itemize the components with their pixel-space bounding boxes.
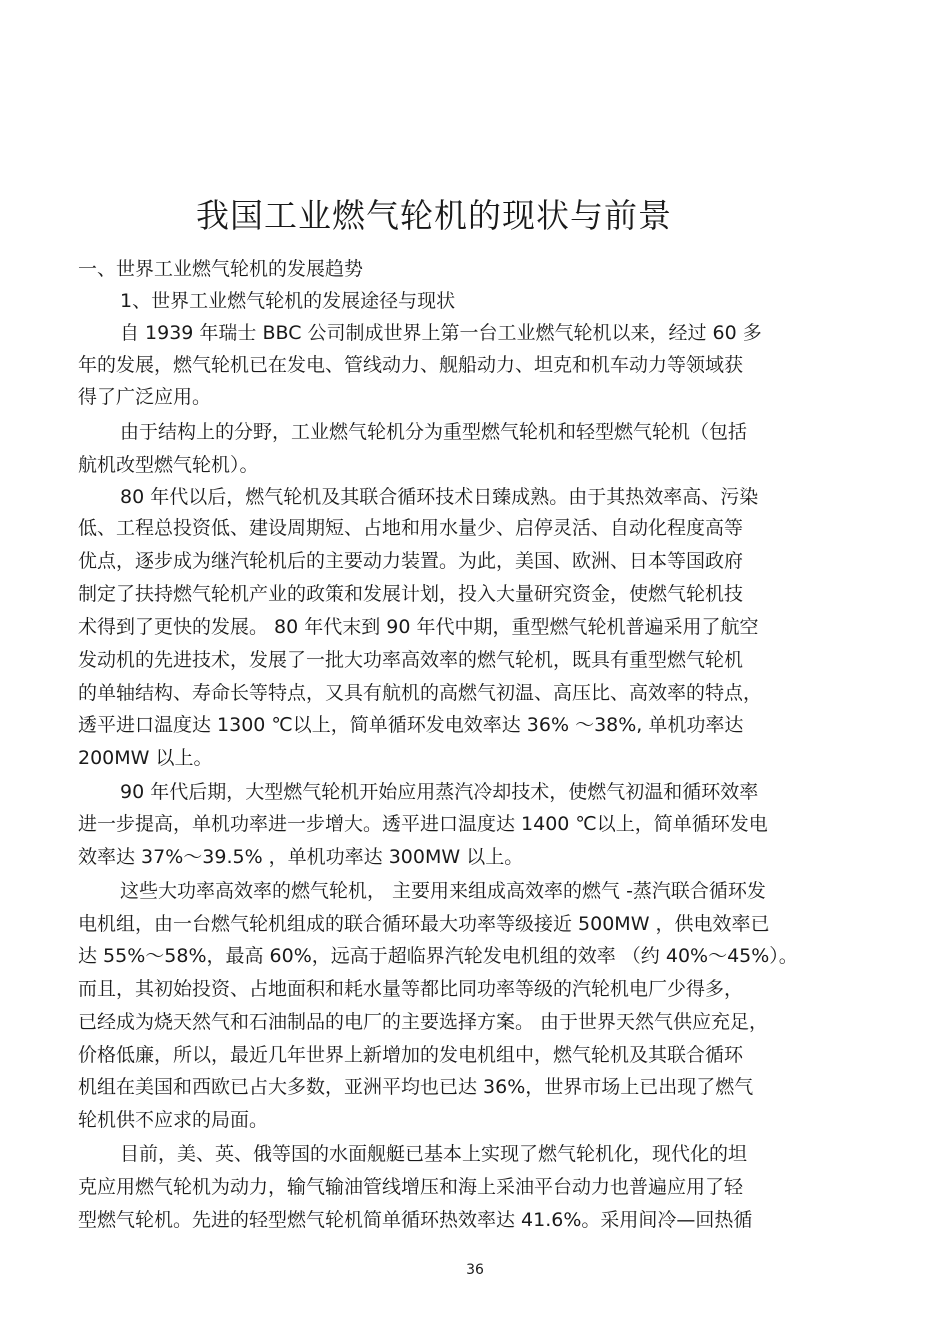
text-line: 这些大功率高效率的燃气轮机， 主要用来组成高效率的燃气 -蒸汽联合循环发 (120, 880, 766, 902)
text-line: 制定了扶持燃气轮机产业的政策和发展计划，投入大量研究资金，使燃气轮机技 (78, 583, 744, 605)
text-line: 电机组，由一台燃气轮机组成的联合循环最大功率等级接近 500MW ，供电效率已 (78, 913, 770, 935)
section-heading: 一、世界工业燃气轮机的发展趋势 (78, 258, 364, 280)
text-line: 年的发展，燃气轮机已在发电、管线动力、舰船动力、坦克和机车动力等领域获 (78, 354, 744, 376)
text-line: 透平进口温度达 1300 ℃以上，简单循环发电效率达 36% ～38%, 单机功率达 (78, 714, 744, 736)
text-line: 型燃气轮机。先进的轻型燃气轮机简单循环热效率达 41.6%。采用间冷—回热循 (78, 1209, 753, 1231)
text-line: 达 55%～58%，最高 60%，远高于超临界汽轮发电机组的效率 （约 40%～45%）。 (78, 945, 798, 967)
text-line: 发动机的先进技术，发展了一批大功率高效率的燃气轮机，既具有重型燃气轮机 (78, 649, 744, 671)
text-line: 得了广泛应用。 (78, 386, 212, 408)
text-line: 机组在美国和西欧已占大多数，亚洲平均也已达 36%，世界市场上已出现了燃气 (78, 1076, 754, 1098)
text-line: 克应用燃气轮机为动力，输气输油管线增压和海上采油平台动力也普遍应用了轻 (78, 1176, 744, 1198)
text-line: 90 年代后期，大型燃气轮机开始应用蒸汽冷却技术，使燃气初温和循环效率 (120, 781, 759, 803)
text-line: 航机改型燃气轮机）。 (78, 454, 259, 476)
text-line: 自 1939 年瑞士 BBC 公司制成世界上第一台工业燃气轮机以来，经过 60 多 (120, 322, 762, 344)
document-title: 我国工业燃气轮机的现状与前景 (196, 196, 672, 235)
text-line: 80 年代以后，燃气轮机及其联合循环技术日臻成熟。由于其热效率高、污染 (120, 486, 759, 508)
text-line: 价格低廉，所以，最近几年世界上新增加的发电机组中，燃气轮机及其联合循环 (78, 1044, 744, 1066)
text-line: 效率达 37%～39.5% ，单机功率达 300MW 以上。 (78, 846, 524, 868)
text-line: 优点，逐步成为继汽轮机后的主要动力装置。为此，美国、欧洲、日本等国政府 (78, 550, 744, 572)
page-number: 36 (466, 1262, 484, 1278)
text-line: 而且，其初始投资、占地面积和耗水量等都比同功率等级的汽轮机电厂少得多， (78, 978, 744, 1000)
text-line: 进一步提高，单机功率进一步增大。透平进口温度达 1400 ℃以上，简单循环发电 (78, 813, 768, 835)
text-line: 的单轴结构、寿命长等特点，又具有航机的高燃气初温、高压比、高效率的特点， (78, 682, 763, 704)
text-line: 术得到了更快的发展。 80 年代末到 90 年代中期，重型燃气轮机普遍采用了航空 (78, 616, 759, 638)
subsection-heading: 1、世界工业燃气轮机的发展途径与现状 (120, 290, 456, 312)
text-line: 低、工程总投资低、建设周期短、占地和用水量少、启停灵活、自动化程度高等 (78, 517, 744, 539)
text-line: 由于结构上的分野，工业燃气轮机分为重型燃气轮机和轻型燃气轮机（包括 (120, 421, 748, 443)
text-line: 200MW 以上。 (78, 747, 213, 769)
text-line: 已经成为烧天然气和石油制品的电厂的主要选择方案。 由于世界天然气供应充足， (78, 1011, 769, 1033)
text-line: 目前，美、英、俄等国的水面舰艇已基本上实现了燃气轮机化，现代化的坦 (120, 1143, 748, 1165)
text-line: 轮机供不应求的局面。 (78, 1109, 269, 1131)
